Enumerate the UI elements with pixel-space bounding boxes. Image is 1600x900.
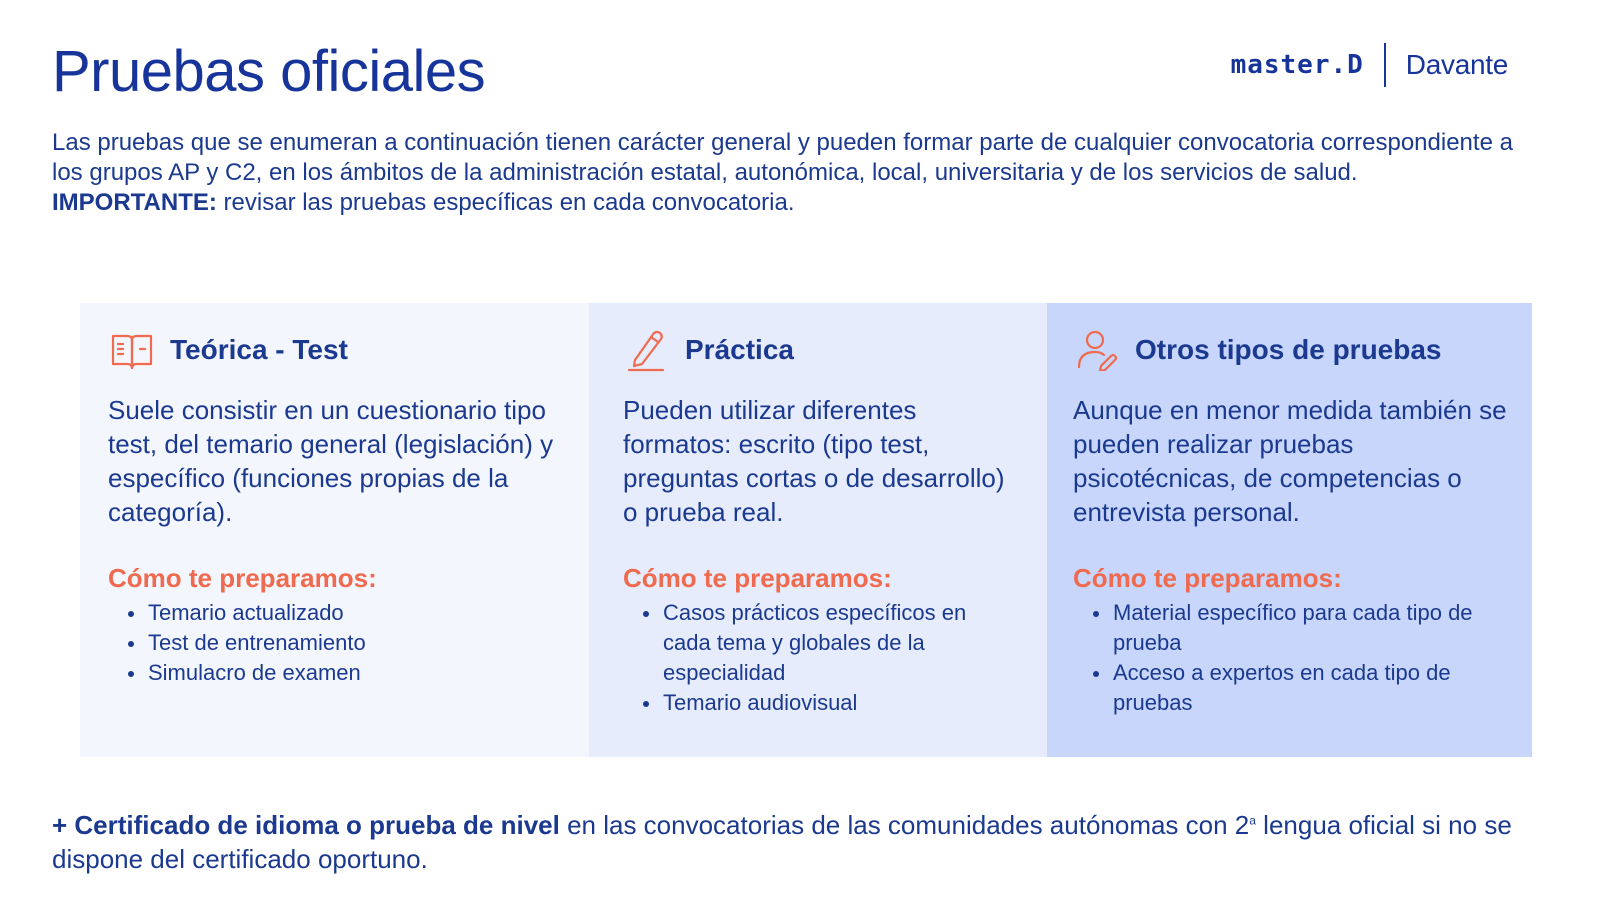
prep-heading: Cómo te preparamos: bbox=[108, 563, 377, 593]
important-note bbox=[52, 188, 1532, 218]
panel-header bbox=[108, 325, 561, 375]
brand-logos bbox=[1231, 42, 1508, 88]
panel-title: Práctica bbox=[685, 334, 794, 365]
list-item: Acceso a expertos en cada tipo de pruebas bbox=[1113, 658, 1512, 718]
prep-heading: Cómo te preparamos: bbox=[623, 563, 892, 593]
panel-header bbox=[1073, 325, 1512, 375]
user-edit-icon bbox=[1073, 327, 1121, 373]
prep-list bbox=[1073, 598, 1512, 718]
page-title: Pruebas oficiales bbox=[52, 39, 486, 104]
prep-list bbox=[108, 598, 561, 688]
important-label: IMPORTANTE: bbox=[52, 189, 217, 216]
footer-superscript: a bbox=[1249, 813, 1256, 828]
intro-paragraph: Las pruebas que se enumeran a continuación tienen carácter general y pueden formar parte de cualquier convocatoria correspondiente a los grupos AP y C2, en los ámbitos de la administración estatal, autonómica, local, universitaria y de los servicios de salud. bbox=[52, 129, 1513, 186]
pencil-icon bbox=[623, 327, 671, 373]
panel-teorica bbox=[80, 303, 589, 757]
list-item: Test de entrenamiento bbox=[148, 628, 561, 658]
book-icon bbox=[108, 327, 156, 373]
panel-header bbox=[623, 325, 1019, 375]
list-item: Temario actualizado bbox=[148, 598, 561, 628]
list-item: Temario audiovisual bbox=[663, 688, 1019, 718]
panel-description: Pueden utilizar diferentes formatos: escrito (tipo test, preguntas cortas o de desarrollo) o prueba real. bbox=[623, 395, 1005, 527]
list-item: Simulacro de examen bbox=[148, 658, 561, 688]
footer-text-end: lengua oficial si no se dispone del certificado oportuno. bbox=[52, 810, 1512, 874]
prep-list bbox=[623, 598, 1019, 718]
panel-otros bbox=[1047, 303, 1532, 757]
logo-davante: Davante bbox=[1405, 49, 1508, 80]
footer-text: en las convocatorias de las comunidades autónomas con 2 bbox=[559, 810, 1250, 840]
footer-note bbox=[52, 808, 1552, 876]
intro-text bbox=[52, 128, 1532, 218]
panel-description: Aunque en menor medida también se pueden realizar pruebas psicotécnicas, de competencias o entrevista personal. bbox=[1073, 395, 1507, 527]
panel-title: Teórica - Test bbox=[170, 334, 348, 365]
test-types-panels bbox=[80, 303, 1532, 757]
important-text: revisar las pruebas específicas en cada convocatoria. bbox=[216, 189, 795, 216]
prep-heading: Cómo te preparamos: bbox=[1073, 563, 1342, 593]
logo-master-d: master.D bbox=[1230, 50, 1364, 80]
panel-description: Suele consistir en un cuestionario tipo test, del temario general (legislación) y específico (funciones propias de la categoría). bbox=[108, 395, 554, 527]
list-item: Material específico para cada tipo de prueba bbox=[1113, 598, 1512, 658]
footer-bold: + Certificado de idioma o prueba de nivel bbox=[52, 810, 560, 840]
panel-title: Otros tipos de pruebas bbox=[1135, 334, 1442, 365]
panel-practica bbox=[589, 303, 1047, 757]
list-item: Casos prácticos específicos en cada tema y globales de la especialidad bbox=[663, 598, 1019, 688]
logo-divider bbox=[1384, 43, 1386, 87]
